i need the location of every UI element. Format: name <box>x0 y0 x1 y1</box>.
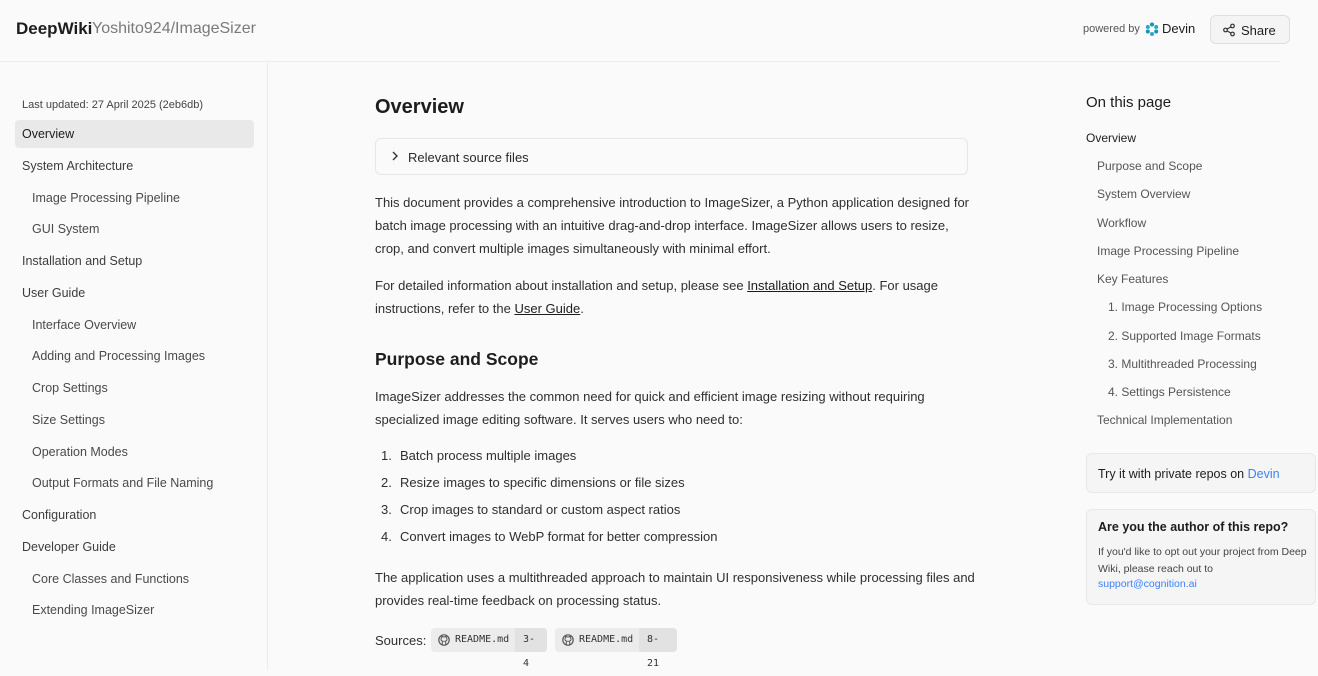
author-card-body: If you'd like to opt out your project from Deep Wiki, please reach out to <box>1098 546 1307 575</box>
last-updated-text: Last updated: 27 April 2025 (2eb6db) <box>22 99 204 111</box>
toc-item-multithreaded-processing[interactable]: 3. Multithreaded Processing <box>1108 357 1257 371</box>
left-sidebar <box>0 63 268 670</box>
devin-private-link[interactable]: Devin <box>1247 467 1280 481</box>
toc-item-supported-image-formats[interactable]: 2. Supported Image Formats <box>1108 329 1261 343</box>
toc-item-system-overview[interactable]: System Overview <box>1097 187 1191 201</box>
relevant-source-files-label: Relevant source files <box>408 150 529 165</box>
private-repos-text <box>1098 467 1280 481</box>
toc-item-overview[interactable]: Overview <box>1086 131 1137 145</box>
sidebar-item-interface-overview[interactable]: Interface Overview <box>32 318 137 332</box>
purpose-heading: Purpose and Scope <box>375 349 539 369</box>
purpose-paragraph: ImageSizer addresses the common need for quick and efficient image resizing without requiring specialized image editing software. It serves users who need to: <box>375 389 925 427</box>
toc-item-settings-persistence[interactable]: 4. Settings Persistence <box>1108 385 1231 399</box>
details-paragraph <box>375 275 975 321</box>
intro-paragraph: This document provides a comprehensive introduction to ImageSizer, a Python application designed for batch image processing with an intuitive drag-and-drop interface. ImageSizer allows users to resize, crop, and convert multiple images simultaneously with minimal effort. <box>375 195 970 256</box>
toc-item-technical-implementation[interactable]: Technical Implementation <box>1097 413 1233 427</box>
toc-item-image-processing-options[interactable]: 1. Image Processing Options <box>1108 300 1263 314</box>
list-text: Batch process multiple images <box>400 448 577 463</box>
toc-title: On this page <box>1086 94 1172 111</box>
toc-item-image-processing-pipeline[interactable]: Image Processing Pipeline <box>1097 244 1240 258</box>
source-lines: 3-4 <box>515 628 547 652</box>
list-item <box>375 502 680 517</box>
github-icon <box>562 634 574 646</box>
sidebar-item-developer-guide[interactable]: Developer Guide <box>22 540 116 554</box>
list-item <box>375 448 576 463</box>
sidebar-item-gui-system[interactable]: GUI System <box>32 222 100 236</box>
source-chip[interactable] <box>555 628 677 669</box>
user-guide-link[interactable]: User Guide <box>514 300 581 316</box>
author-card <box>1086 509 1316 605</box>
source-file: README.md <box>579 634 634 645</box>
sidebar-item-size-settings[interactable]: Size Settings <box>32 413 105 427</box>
list-number: 3. <box>381 502 392 517</box>
list-number: 1. <box>381 448 392 463</box>
devin-link[interactable]: Devin <box>1162 21 1196 36</box>
share-button[interactable] <box>1210 15 1290 44</box>
share-label: Share <box>1241 23 1276 38</box>
list-number: 2. <box>381 475 392 490</box>
sidebar-item-system-architecture[interactable]: System Architecture <box>22 159 134 173</box>
installation-setup-link[interactable]: Installation and Setup <box>747 278 873 293</box>
powered-by-label: powered by <box>1083 23 1140 35</box>
sidebar-item-operation-modes[interactable]: Operation Modes <box>32 445 128 459</box>
sidebar-item-extending-imagesizer[interactable]: Extending ImageSizer <box>32 603 155 617</box>
source-lines: 8-21 <box>639 628 677 652</box>
sidebar-item-adding-and-processing-images[interactable]: Adding and Processing Images <box>32 349 206 363</box>
share-icon <box>1222 23 1236 37</box>
github-icon <box>438 634 450 646</box>
list-text: Resize images to specific dimensions or file sizes <box>400 475 685 490</box>
brand-logo[interactable]: DeepWiki <box>16 19 93 38</box>
relevant-source-files-toggle[interactable] <box>375 138 968 175</box>
page-title: Overview <box>375 96 464 118</box>
details-text-prefix: For detailed information about installation and setup, please see <box>375 278 748 293</box>
toc-item-purpose-and-scope[interactable]: Purpose and Scope <box>1097 159 1203 173</box>
list-item <box>375 529 717 544</box>
sidebar-item-core-classes[interactable]: Core Classes and Functions <box>32 572 190 586</box>
repo-name[interactable]: Yoshito924/ImageSizer <box>92 20 256 37</box>
details-text-middle: . For usage instructions, refer to the <box>375 278 938 316</box>
details-text-suffix: . <box>580 300 584 316</box>
sidebar-item-user-guide[interactable]: User Guide <box>22 286 86 300</box>
list-text: Convert images to WebP format for better compression <box>400 529 718 544</box>
sidebar-item-crop-settings[interactable]: Crop Settings <box>32 381 108 395</box>
top-header <box>0 0 1280 62</box>
author-card-title: Are you the author of this repo? <box>1098 520 1289 534</box>
sidebar-item-configuration[interactable]: Configuration <box>22 508 97 522</box>
toc-item-workflow[interactable]: Workflow <box>1097 216 1147 230</box>
list-text: Crop images to standard or custom aspect ratios <box>400 502 681 517</box>
support-email-link[interactable]: support@cognition.ai <box>1098 578 1197 590</box>
sidebar-item-output-formats[interactable]: Output Formats and File Naming <box>32 476 214 490</box>
chevron-right-icon <box>390 150 400 162</box>
multithread-paragraph: The application uses a multithreaded approach to maintain UI responsiveness while processing files and provides real-time feedback on processing status. <box>375 570 975 608</box>
source-file: README.md <box>455 634 510 645</box>
sidebar-item-installation-and-setup[interactable]: Installation and Setup <box>22 254 143 268</box>
sidebar-item-image-processing-pipeline[interactable]: Image Processing Pipeline <box>32 191 180 205</box>
sources-label: Sources: <box>375 633 427 648</box>
list-item <box>375 475 685 490</box>
devin-logo-icon[interactable] <box>1145 22 1159 36</box>
list-number: 4. <box>381 529 392 544</box>
private-repos-prefix: Try it with private repos on <box>1098 467 1248 481</box>
source-chip[interactable] <box>431 628 547 669</box>
sidebar-item-overview[interactable]: Overview <box>15 120 254 148</box>
private-repos-card <box>1086 453 1316 493</box>
toc-item-key-features[interactable]: Key Features <box>1097 272 1169 286</box>
